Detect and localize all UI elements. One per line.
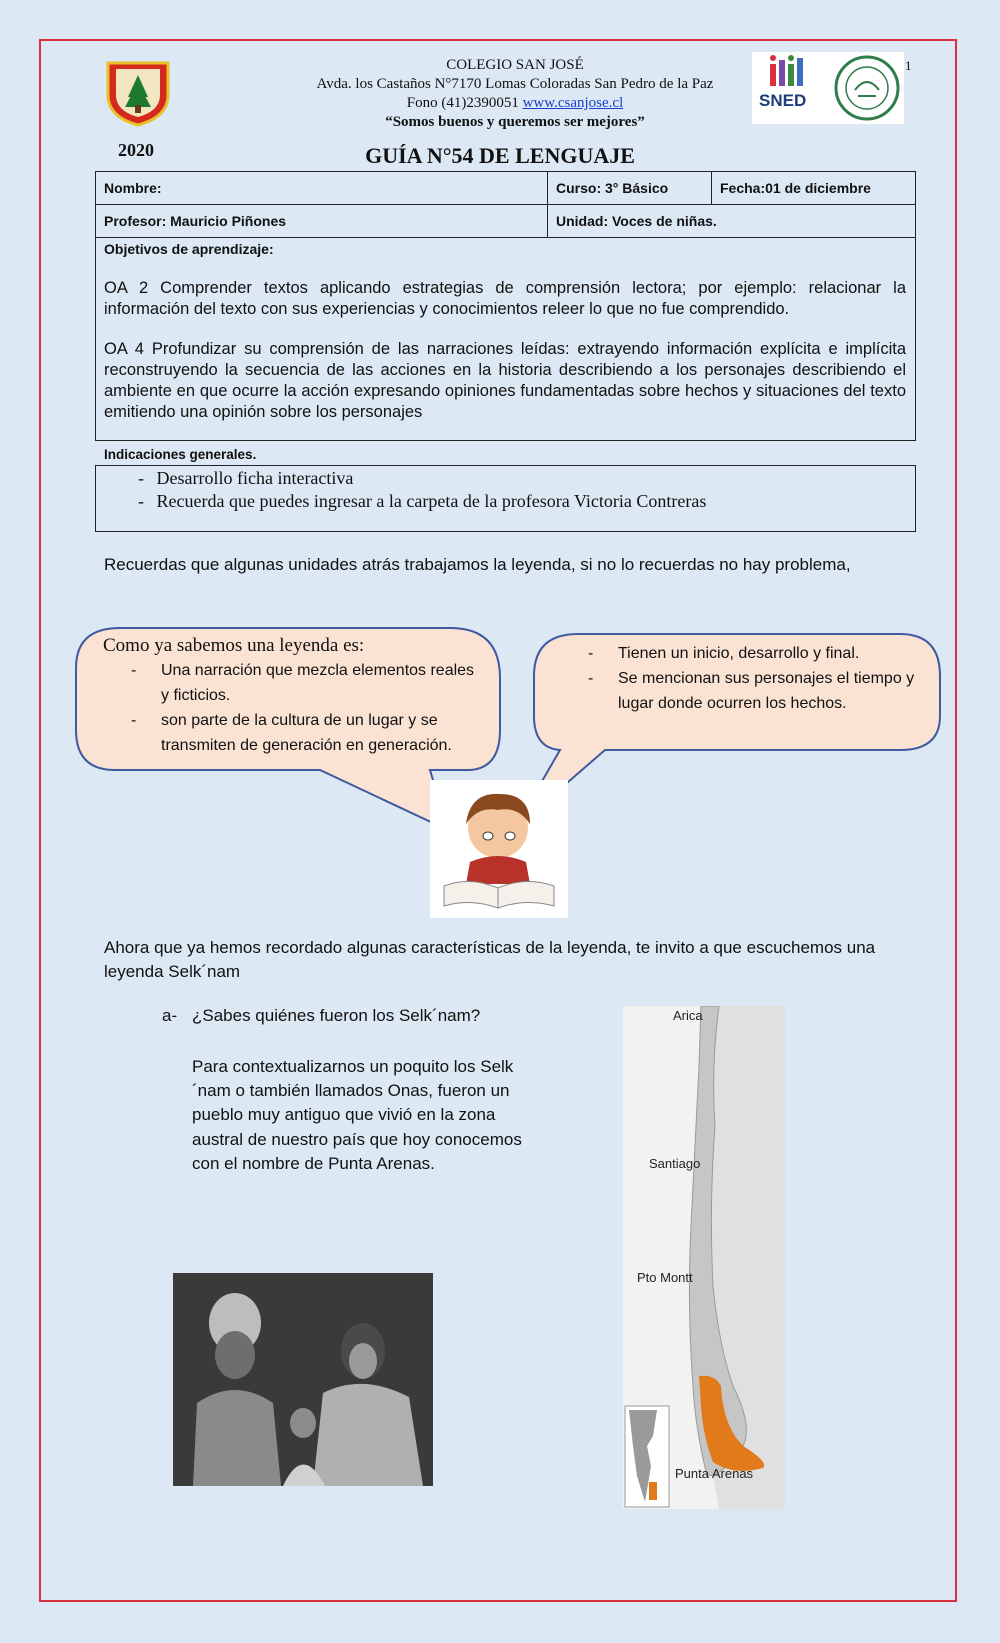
chile-map (623, 1006, 785, 1509)
objectives-heading: Objetivos de aprendizaje: (104, 241, 274, 257)
map-label-punta-arenas: Punta Arenas (675, 1466, 754, 1481)
indications-heading: Indicaciones generales. (104, 447, 257, 462)
profesor-cell: Profesor: Mauricio Piñones (96, 205, 548, 238)
school-name: COLEGIO SAN JOSÉ (446, 57, 584, 73)
list-item: - son parte de la cultura de un lugar y se transmiten de generación en generación. (131, 708, 483, 758)
selknam-photo (173, 1273, 433, 1486)
map-label-pto-montt: Pto Montt (637, 1270, 693, 1285)
student-info-table (95, 171, 916, 238)
school-website-link[interactable]: www.csanjose.cl (522, 95, 624, 111)
school-header (270, 56, 760, 132)
school-year: 2020 (118, 140, 154, 160)
map-label-santiago: Santiago (649, 1156, 701, 1171)
bubble-left-content (103, 634, 483, 758)
list-item: - Recuerda que puedes ingresar a la carpeta de la profesora Victoria Contreras (138, 490, 706, 513)
page-number: 1 (905, 58, 912, 73)
page-title: GUÍA N°54 DE LENGUAJE (365, 143, 635, 168)
bubble-left-title: Como ya sabemos una leyenda es: (103, 635, 365, 656)
bubble-right-content (588, 641, 918, 716)
nombre-label: Nombre: (104, 180, 162, 196)
invite-text: Ahora que ya hemos recordado algunas características de la leyenda, te invito a que escuchemos una leyenda Selk´nam (104, 938, 876, 981)
objective-oa4: OA 4 Profundizar su comprensión de las narraciones leídas: extrayendo información explícita e implícita reconstruyendo la secuencia de las acciones en la historia describiendo a los personajes describiendo el ambiente en que ocurre la acción expresando opiniones fundamentadas sobre hechos y situaciones del texto emitiendo una opinión sobre los personajes (104, 340, 906, 421)
unidad-cell: Unidad: Voces de niñas. (548, 205, 916, 238)
intro-text: Recuerdas que algunas unidades atrás trabajamos la leyenda, si no lo recuerdas no hay problema, (104, 555, 851, 574)
question-context: Para contextualizarnos un poquito los Selk´nam o también llamados Onas, fueron un pueblo muy antiguo que vivió en la zona austral de nuestro país que hoy conocemos con el nombre de Punta Arenas. (192, 1057, 522, 1173)
school-contact (270, 94, 760, 113)
child-reading-illustration (430, 780, 568, 918)
indications-list (138, 467, 706, 513)
fecha-cell: Fecha:01 de diciembre (712, 172, 916, 205)
certification-logos (752, 52, 904, 124)
school-logo (102, 55, 174, 127)
objective-oa2: OA 2 Comprender textos aplicando estrategias de comprensión lectora; por ejemplo: relacionar la información del texto con sus experiencias y conocimientos releer lo que no fue comprendido. (104, 279, 906, 318)
school-address: Avda. los Castaños N°7170 Lomas Coloradas San Pedro de la Paz (316, 76, 714, 92)
list-item: - Una narración que mezcla elementos reales y ficticios. (131, 658, 483, 708)
list-item: - Desarrollo ficha interactiva (138, 467, 706, 490)
curso-cell: Curso: 3° Básico (548, 172, 712, 205)
question-marker: a- (162, 1006, 178, 1025)
environmental-certification-seal (836, 57, 898, 119)
map-label-arica: Arica (673, 1008, 703, 1023)
list-item: - Tienen un inicio, desarrollo y final. (588, 641, 918, 666)
sned-logo (759, 55, 806, 110)
nombre-field[interactable] (96, 172, 548, 205)
list-item: - Se mencionan sus personajes el tiempo y lugar donde ocurren los hechos. (588, 666, 918, 716)
inset-america-map (625, 1406, 669, 1507)
question-text: ¿Sabes quiénes fueron los Selk´nam? (192, 1006, 481, 1025)
school-motto: “Somos buenos y queremos ser mejores” (385, 114, 645, 130)
sned-label: SNED (759, 91, 807, 110)
question-a (162, 1006, 480, 1026)
school-phone: Fono (41)2390051 (406, 95, 519, 111)
